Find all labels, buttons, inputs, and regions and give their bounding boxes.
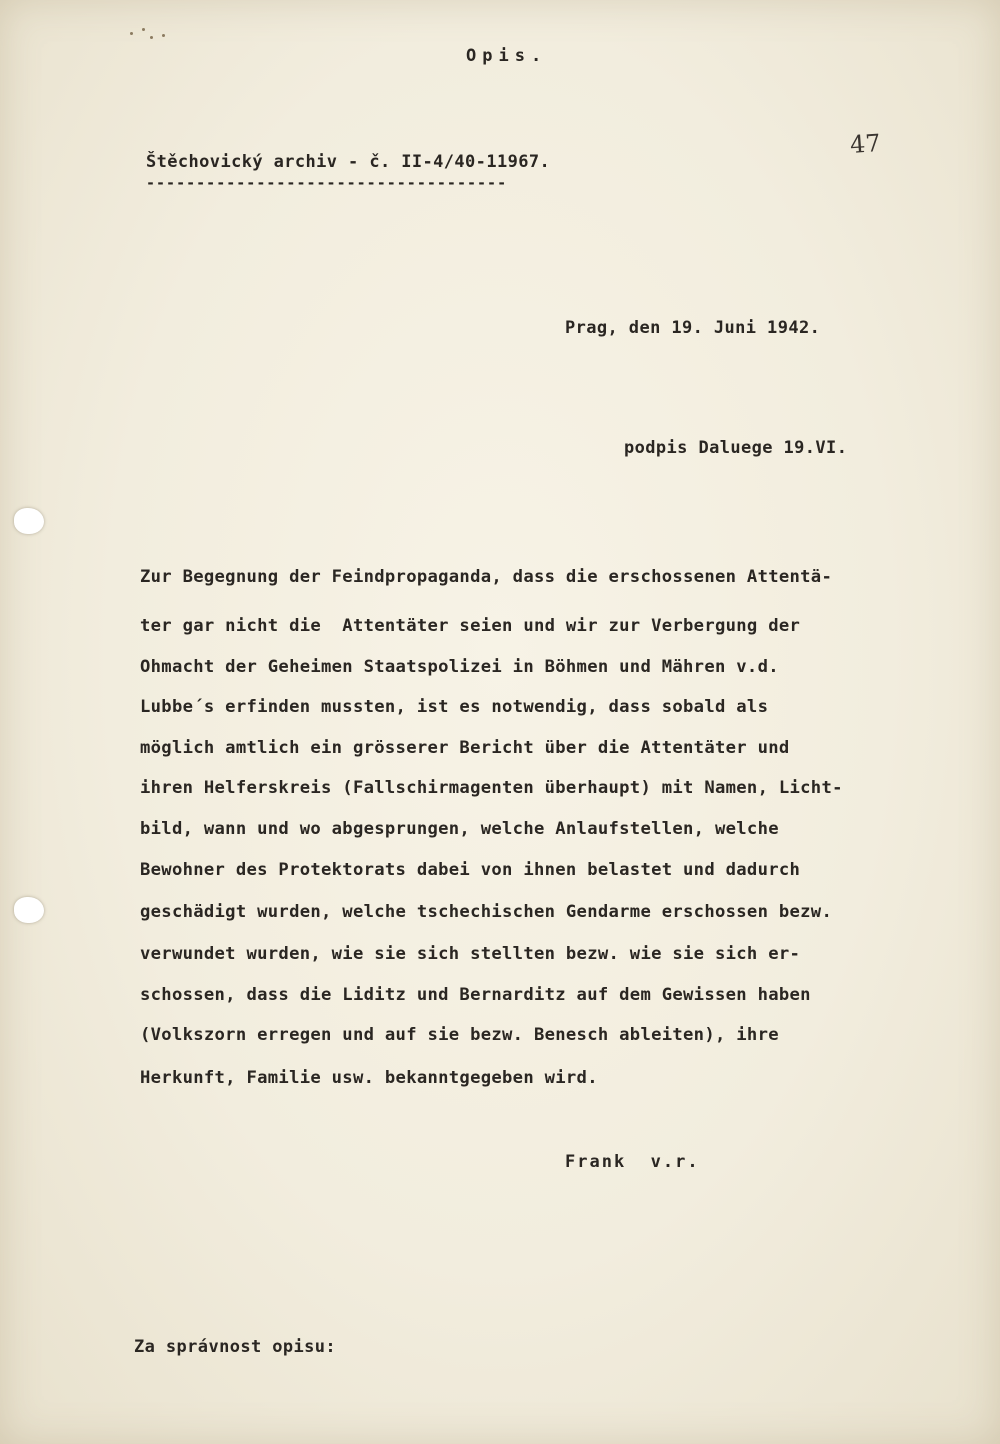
- signature-note: podpis Daluege 19.VI.: [624, 438, 848, 458]
- body-line: Ohmacht der Geheimen Staatspolizei in Böhmen und Mähren v.d.: [140, 657, 779, 677]
- body-line: verwundet wurden, wie sie sich stellten bezw. wie sie sich er-: [140, 944, 801, 964]
- speck: [142, 28, 145, 31]
- handwritten-page-number: 47: [849, 128, 882, 160]
- body-line: ter gar nicht die Attentäter seien und wir zur Verbergung der: [140, 616, 801, 636]
- speck: [130, 32, 133, 35]
- archive-reference-underline: ------------------------------------: [146, 174, 508, 192]
- body-line: möglich amtlich ein grösserer Bericht über die Attentäter und: [140, 738, 790, 758]
- document-title: Opis.: [466, 46, 548, 66]
- paper-specks: [128, 24, 168, 44]
- body-line: geschädigt wurden, welche tschechischen Gendarme erschossen bezw.: [140, 902, 833, 922]
- body-line: Bewohner des Protektorats dabei von ihnen belastet und dadurch: [140, 860, 801, 880]
- body-line: Lubbe´s erfinden mussten, ist es notwendig, dass sobald als: [140, 697, 769, 717]
- body-line: (Volkszorn erregen und auf sie bezw. Benesch ableiten), ihre: [140, 1025, 779, 1045]
- certification-line: Za správnost opisu:: [134, 1337, 337, 1357]
- archive-reference: Štěchovický archiv - č. II-4/40-11967.: [146, 152, 551, 172]
- sign-off: Frank v.r.: [565, 1152, 700, 1172]
- body-line: Zur Begegnung der Feindpropaganda, dass die erschossenen Attentä-: [140, 567, 833, 587]
- speck: [162, 34, 165, 37]
- body-line: bild, wann und wo abgesprungen, welche Anlaufstellen, welche: [140, 819, 779, 839]
- body-line: schossen, dass die Liditz und Bernarditz auf dem Gewissen haben: [140, 985, 811, 1005]
- punch-hole-bottom: [14, 897, 44, 923]
- date-line: Prag, den 19. Juni 1942.: [565, 318, 821, 338]
- body-line: Herkunft, Familie usw. bekanntgegeben wird.: [140, 1068, 598, 1088]
- punch-hole-top: [14, 508, 44, 534]
- speck: [150, 36, 153, 39]
- body-line: ihren Helferskreis (Fallschirmagenten überhaupt) mit Namen, Licht-: [140, 778, 843, 798]
